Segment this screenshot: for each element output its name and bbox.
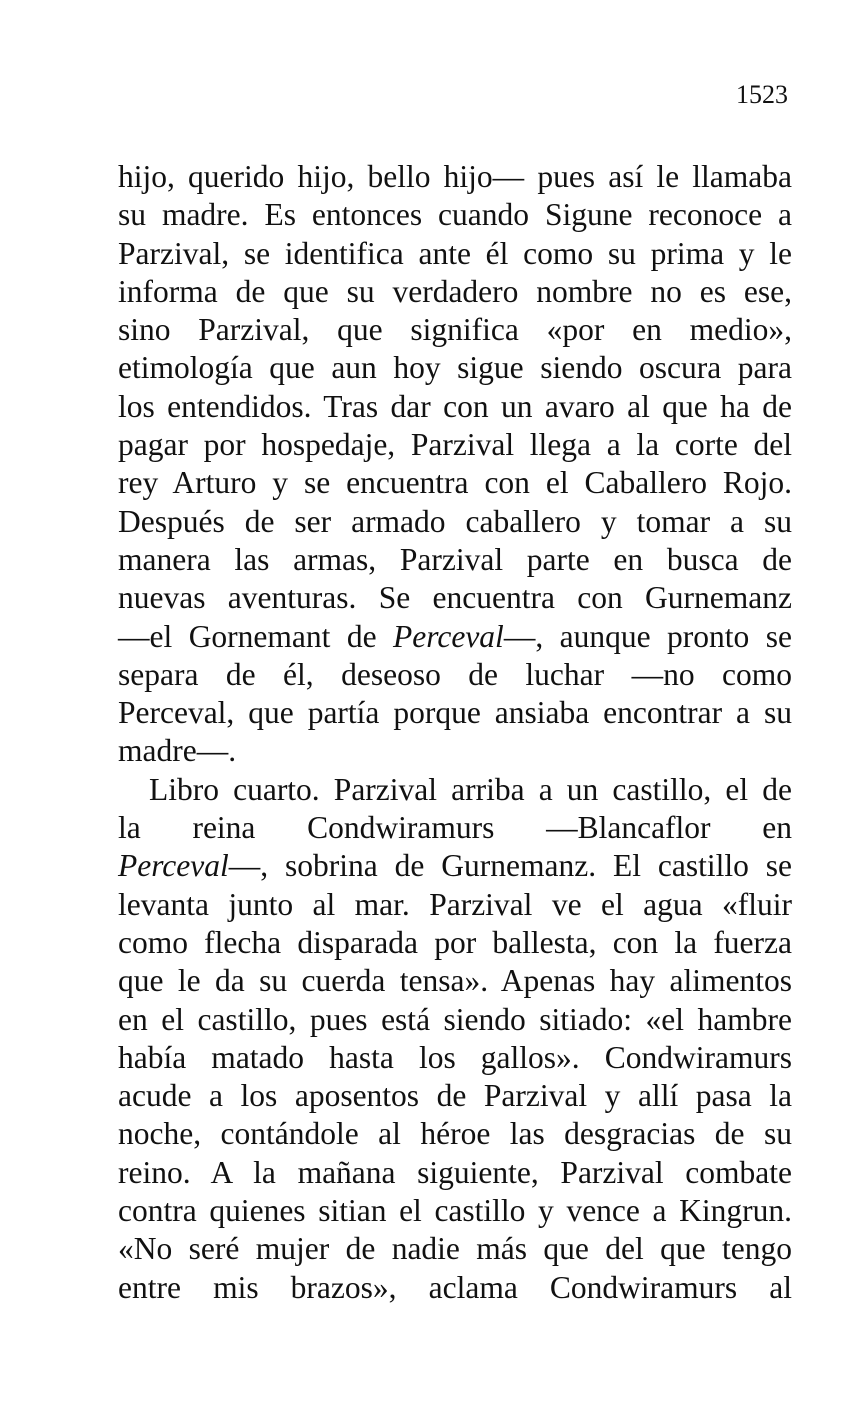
text-line: «No seré mujer de nadie más que del que tengo: [118, 1231, 792, 1267]
text-line: como flecha disparada por ballesta, con la fuerza: [118, 924, 792, 960]
text-line: en el castillo, pues está siendo sitiado: «el hambre: [118, 1001, 792, 1037]
text-line: pagar por hospedaje, Parzival llega a la corte del: [118, 427, 792, 463]
text-line: entre mis brazos», aclama Condwiramurs al: [118, 1269, 792, 1305]
text-line: manera las armas, Parzival parte en busca de: [118, 541, 792, 577]
text-line: la reina Condwiramurs —Blancaflor en: [118, 810, 792, 846]
text-line: separa de él, deseoso de luchar —no como: [118, 656, 792, 692]
text-line: había matado hasta los gallos». Condwiramurs: [118, 1039, 792, 1075]
text-line: Libro cuarto. Parzival arriba a un castillo, el de: [149, 771, 792, 807]
text-line: madre—.: [118, 733, 237, 769]
text-line: Perceval—, sobrina de Gurnemanz. El castillo se: [118, 848, 792, 884]
text-line: noche, contándole al héroe las desgracias de su: [118, 1116, 792, 1152]
text-line: etimología que aun hoy sigue siendo oscura para: [118, 350, 792, 386]
italic-title: Perceval: [118, 848, 229, 884]
text-line: sino Parzival, que significa «por en medio»,: [118, 312, 792, 348]
text-line: nuevas aventuras. Se encuentra con Gurnemanz: [118, 580, 792, 616]
body-text: [118, 158, 792, 1307]
text-line: que le da su cuerda tensa». Apenas hay alimentos: [118, 963, 792, 999]
text-line: informa de que su verdadero nombre no es ese,: [118, 273, 792, 309]
paragraph-1: [118, 158, 792, 771]
paragraph-2: [118, 771, 792, 1307]
text-line: su madre. Es entonces cuando Sigune reconoce a: [118, 197, 792, 233]
text-line: Después de ser armado caballero y tomar a su: [118, 503, 792, 539]
text-line: los entendidos. Tras dar con un avaro al que ha de: [118, 388, 792, 424]
text-line: rey Arturo y se encuentra con el Caballero Rojo.: [118, 465, 792, 501]
page-number: 1523: [736, 80, 788, 109]
italic-title: Perceval: [393, 618, 504, 654]
text-line: Parzival, se identifica ante él como su prima y le: [118, 235, 792, 271]
text-line: contra quienes sitian el castillo y vence a Kingrun.: [118, 1193, 792, 1229]
text-line: Perceval, que partía porque ansiaba encontrar a su: [118, 695, 792, 731]
text-line: acude a los aposentos de Parzival y allí pasa la: [118, 1078, 792, 1114]
text-line: levanta junto al mar. Parzival ve el agua «fluir: [118, 886, 792, 922]
text-line: —el Gornemant de Perceval—, aunque pronto se: [118, 618, 792, 654]
text-line: hijo, querido hijo, bello hijo— pues así le llamaba: [118, 159, 792, 194]
text-line: reino. A la mañana siguiente, Parzival combate: [118, 1154, 792, 1190]
